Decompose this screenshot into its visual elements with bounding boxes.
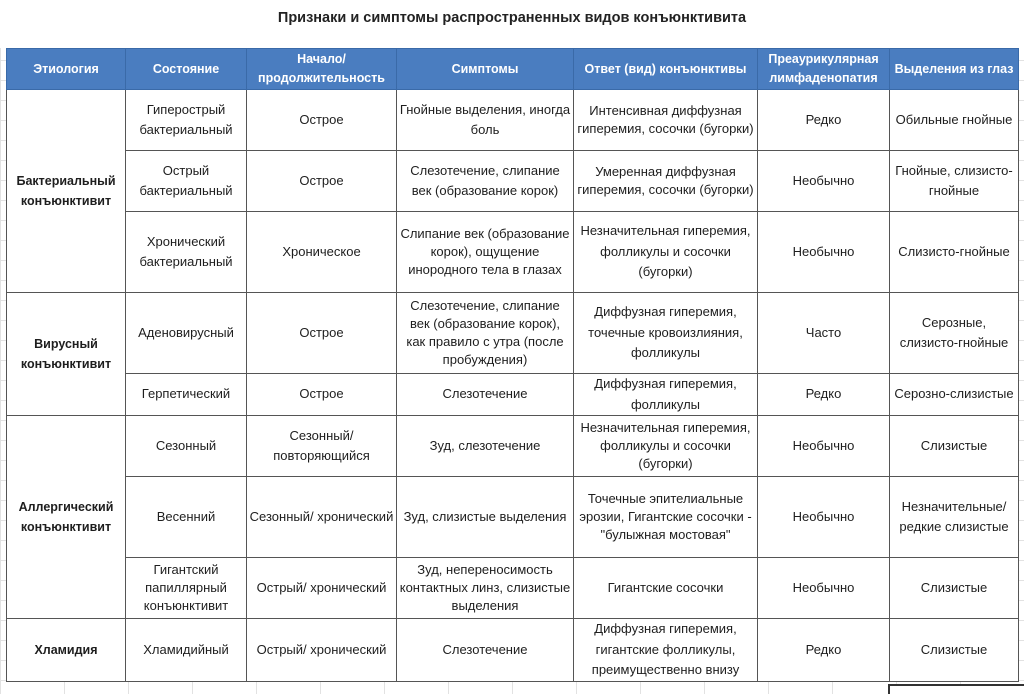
table-row [7,293,1019,374]
cell-selection-marker [888,684,1024,694]
etiology-cell: Аллергический конъюнктивит [7,416,126,619]
condition-cell: Хронический бактериальный [126,212,247,293]
discharge-cell: Слизисто-гнойные [890,212,1019,293]
response-cell: Диффузная гиперемия, гигантские фолликулы, преимущественно внизу [574,619,758,682]
onset-cell: Острое [247,374,397,416]
onset-cell: Острое [247,90,397,151]
table-row [7,212,1019,293]
condition-cell: Сезонный [126,416,247,477]
condition-cell: Хламидийный [126,619,247,682]
symptoms-cell: Слезотечение [397,374,574,416]
discharge-cell: Слизистые [890,416,1019,477]
onset-cell: Острый/ хронический [247,619,397,682]
table-row [7,558,1019,619]
column-header: Начало/ продолжительность [247,49,397,90]
symptoms-cell: Зуд, слезотечение [397,416,574,477]
table-row [7,477,1019,558]
table-row [7,416,1019,477]
condition-cell: Гиперострый бактериальный [126,90,247,151]
response-cell: Точечные эпителиальные эрозии, Гигантские сосочки - "булыжная мостовая" [574,477,758,558]
onset-cell: Острое [247,151,397,212]
response-cell: Незначительная гиперемия, фолликулы и сосочки (бугорки) [574,416,758,477]
condition-cell: Весенний [126,477,247,558]
lymphadenopathy-cell: Необычно [758,477,890,558]
discharge-cell: Слизистые [890,558,1019,619]
lymphadenopathy-cell: Редко [758,619,890,682]
symptoms-cell: Слипание век (образование корок), ощущение инородного тела в глазах [397,212,574,293]
symptoms-cell: Слезотечение, слипание век (образование корок) [397,151,574,212]
etiology-cell: Бактериальный конъюнктивит [7,90,126,293]
header-row [7,49,1019,90]
discharge-cell: Серозные, слизисто-гнойные [890,293,1019,374]
table-row [7,151,1019,212]
page-title: Признаки и симптомы распространенных видов конъюнктивита [277,10,747,26]
column-header: Состояние [126,49,247,90]
discharge-cell: Гнойные, слизисто-гнойные [890,151,1019,212]
lymphadenopathy-cell: Необычно [758,558,890,619]
symptoms-cell: Слезотечение, слипание век (образование корок), как правило с утра (после пробуждения) [397,293,574,374]
conjunctivitis-table [6,48,1019,682]
lymphadenopathy-cell: Необычно [758,416,890,477]
lymphadenopathy-cell: Необычно [758,151,890,212]
table-row [7,619,1019,682]
table-row [7,90,1019,151]
column-header: Преаурикулярная лимфаденопатия [758,49,890,90]
lymphadenopathy-cell: Редко [758,90,890,151]
onset-cell: Острое [247,293,397,374]
discharge-cell: Слизистые [890,619,1019,682]
response-cell: Диффузная гиперемия, фолликулы [574,374,758,416]
symptoms-cell: Слезотечение [397,619,574,682]
column-header: Симптомы [397,49,574,90]
column-header: Этиология [7,49,126,90]
symptoms-cell: Гнойные выделения, иногда боль [397,90,574,151]
response-cell: Умеренная диффузная гиперемия, сосочки (бугорки) [574,151,758,212]
condition-cell: Герпетический [126,374,247,416]
onset-cell: Сезонный/ хронический [247,477,397,558]
response-cell: Интенсивная диффузная гиперемия, сосочки (бугорки) [574,90,758,151]
column-header: Выделения из глаз [890,49,1019,90]
lymphadenopathy-cell: Часто [758,293,890,374]
symptoms-cell: Зуд, непереносимость контактных линз, слизистые выделения [397,558,574,619]
lymphadenopathy-cell: Редко [758,374,890,416]
onset-cell: Хроническое [247,212,397,293]
discharge-cell: Незначительные/ редкие слизистые [890,477,1019,558]
condition-cell: Гигантский папиллярный конъюнктивит [126,558,247,619]
discharge-cell: Серозно-слизистые [890,374,1019,416]
title-bar [0,0,1024,48]
etiology-cell: Хламидия [7,619,126,682]
symptoms-cell: Зуд, слизистые выделения [397,477,574,558]
column-header: Ответ (вид) конъюнктивы [574,49,758,90]
table-row [7,374,1019,416]
lymphadenopathy-cell: Необычно [758,212,890,293]
response-cell: Незначительная гиперемия, фолликулы и сосочки (бугорки) [574,212,758,293]
condition-cell: Острый бактериальный [126,151,247,212]
discharge-cell: Обильные гнойные [890,90,1019,151]
etiology-cell: Вирусный конъюнктивит [7,293,126,416]
onset-cell: Сезонный/ повторяющийся [247,416,397,477]
condition-cell: Аденовирусный [126,293,247,374]
response-cell: Диффузная гиперемия, точечные кровоизлияния, фолликулы [574,293,758,374]
response-cell: Гигантские сосочки [574,558,758,619]
onset-cell: Острый/ хронический [247,558,397,619]
